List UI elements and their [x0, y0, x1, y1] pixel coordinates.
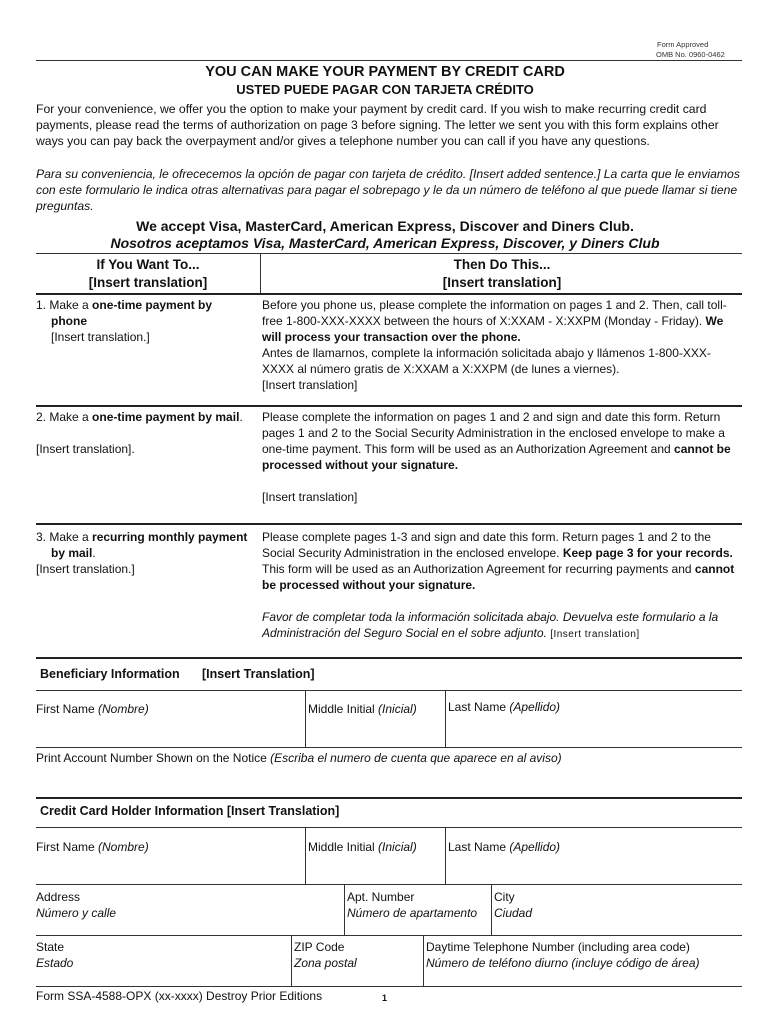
cardholder-rule [36, 827, 742, 828]
table-row-2-right [262, 409, 738, 473]
addr-divider-1 [344, 885, 345, 935]
accept-cards-en: We accept Visa, MasterCard, American Express, Discover and Diners Club. [136, 218, 634, 234]
account-rule [36, 797, 742, 799]
ch-last-label: Last Name [448, 840, 510, 854]
table-row-1-right [262, 297, 738, 393]
row3-right-spanish-block [262, 609, 738, 643]
table-top-rule [36, 253, 742, 254]
table-row-1-left [36, 297, 258, 345]
account-number-label[interactable] [36, 750, 562, 766]
bene-last-label-es: (Apellido) [509, 700, 561, 714]
col1-head: If You Want To... [96, 257, 200, 272]
accept-cards-es: Nosotros aceptamos Visa, MasterCard, American Express, Discover, y Diners Club [110, 235, 660, 251]
apt-label-en: Apt. Number [347, 890, 415, 904]
form-footer: Form SSA-4588-OPX (xx-xxxx) Destroy Prior Editions [36, 989, 323, 1003]
row3-right-bold: Keep page 3 for your records. [562, 546, 733, 560]
address-label-en: Address [36, 890, 81, 904]
ch-first-label: First Name [36, 840, 99, 854]
addr-rule [36, 935, 742, 936]
row1-bottom-rule [36, 405, 742, 407]
row1-right-spanish: Antes de llamarnos, complete la información solicitada abajo y llámenos 1-800-XXX-XXXX al número gratis de X:XXAM a X:XXPM (de lunes a viernes). [262, 346, 711, 376]
beneficiary-middle-initial-label[interactable] [308, 701, 417, 717]
address-label-es: Número y calle [36, 906, 117, 920]
cardholder-middle-initial-label[interactable] [308, 839, 417, 855]
row3-left-pre: 3. Make a [36, 530, 93, 544]
row1-left-trans: [Insert translation.] [51, 330, 150, 344]
row3-right-text2: This form will be used as an Authorization Agreement for recurring payments and [262, 562, 695, 576]
beneficiary-last-name-label[interactable] [448, 699, 560, 715]
beneficiary-rule [36, 690, 742, 691]
zip-code-label[interactable] [294, 939, 357, 971]
state-label-en: State [36, 940, 65, 954]
table-row-3-right [262, 529, 738, 593]
bene-divider-2 [445, 691, 446, 747]
state-rule [36, 986, 742, 987]
table-bottom-rule [36, 657, 742, 659]
row1-right-text: Before you phone us, please complete the information on pages 1 and 2. Then, call toll-free 1-800-XXX-XXXX between the hours of X:XXAM - X:XXPM (Monday - Friday). [262, 298, 727, 328]
row3-left-bold: recurring monthly payment [92, 530, 248, 544]
apt-label-es: Número de apartamento [347, 906, 478, 920]
page-number: 1 [382, 993, 388, 1003]
zip-label-es: Zona postal [294, 956, 357, 970]
row2-left-trans: [Insert translation]. [36, 442, 135, 456]
ch-divider-1 [305, 828, 306, 884]
beneficiary-heading-trans: [Insert Translation] [202, 667, 315, 681]
row2-right-text: Please complete the information on pages 1 and 2 and sign and date this form. Return pages 1 and 2 to the Social Security Administration in the enclosed envelope to make a one-time payment. This form will be used as an Authorization Agreement and [262, 410, 725, 456]
cardholder-last-name-label[interactable] [448, 839, 560, 855]
state-divider-2 [423, 936, 424, 986]
row1-left-bold: one-time payment by [92, 298, 213, 312]
bene-first-label-es: (Nombre) [98, 702, 149, 716]
table-row-3-left [36, 529, 264, 577]
row1-left-bold2: phone [51, 314, 87, 328]
row3-right-spanish: Favor de completar toda la información solicitada abajo. Devuelva este formulario a la Administración del Seguro Social en el sobre adjunto. [262, 610, 719, 640]
beneficiary-first-name-label[interactable] [36, 701, 149, 717]
apt-number-label[interactable] [347, 889, 477, 921]
cardholder-heading: Credit Card Holder Information [Insert Translation] [40, 804, 340, 818]
beneficiary-heading: Beneficiary Information [40, 667, 180, 681]
account-label: Print Account Number Shown on the Notice [36, 751, 271, 765]
page-subtitle: USTED PUEDE PAGAR CON TARJETA CRÉDITO [236, 82, 534, 97]
zip-label-en: ZIP Code [294, 940, 345, 954]
state-label[interactable] [36, 939, 73, 971]
bene-middle-label-es: (Inicial) [378, 702, 417, 716]
addr-divider-2 [491, 885, 492, 935]
ch-last-label-es: (Apellido) [509, 840, 561, 854]
ch-middle-label-es: (Inicial) [378, 840, 417, 854]
bene-divider-1 [305, 691, 306, 747]
ch-name-rule [36, 884, 742, 885]
ch-middle-label: Middle Initial [308, 840, 379, 854]
phone-label-es: Número de teléfono diurno (incluye código de área) [426, 956, 700, 970]
col2-head: Then Do This... [453, 257, 551, 272]
row1-right-bold: We will process your transaction over the phone. [262, 314, 724, 344]
intro-spanish: Para su conveniencia, le ofrececemos la opción de pagar con tarjeta de crédito. [Insert added sentence.] La carta que le enviamos con este formulario le indica otras alternativas para pagar el sobrepago y le da un número de teléfono al que puede llamar si tiene preguntas. [36, 167, 740, 213]
col2-sub: [Insert translation] [442, 275, 562, 290]
bene-name-rule [36, 747, 742, 748]
city-label-es: Ciudad [494, 906, 533, 920]
intro-english: For your convenience, we offer you the option to make your payment by credit card. If you wish to make recurring credit card payments, please read the terms of authorization on page 3 before signing. The letter we sent you with this form explains other ways you can pay back the overpayment and/or gives a telephone number you can call if you have any questions. [36, 102, 719, 148]
table-head-divider [260, 253, 261, 295]
row2-left-post: . [239, 410, 243, 424]
row2-right-bold: cannot be processed without your signature. [262, 442, 731, 472]
row2-left-pre: 2. Make a [36, 410, 93, 424]
row3-left-post: . [92, 546, 96, 560]
row3-left-bold2: by mail [51, 546, 93, 560]
address-label[interactable] [36, 889, 116, 921]
col1-sub: [Insert translation] [88, 275, 208, 290]
row2-left-bold: one-time payment by mail [92, 410, 240, 424]
top-rule [36, 60, 742, 61]
account-label-es: (Escriba el numero de cuenta que aparece en al aviso) [270, 751, 562, 765]
state-label-es: Estado [36, 956, 74, 970]
phone-label[interactable] [426, 939, 700, 971]
city-label-en: City [494, 890, 515, 904]
row3-right-bold2: cannot be processed without your signature. [262, 562, 735, 592]
omb-number: OMB No. 0960-0462 [656, 50, 725, 59]
table-head-rule [36, 293, 742, 295]
row2-right-trans: [Insert translation] [262, 490, 358, 504]
row3-left-trans: [Insert translation.] [36, 562, 135, 576]
bene-middle-label: Middle Initial [308, 702, 379, 716]
row3-right-text: Please complete pages 1-3 and sign and date this form. Return pages 1 and 2 to the Social Security Administration in the enclosed envelope. [262, 530, 711, 560]
phone-label-en: Daytime Telephone Number (including area code) [426, 940, 690, 954]
state-divider-1 [291, 936, 292, 986]
bene-first-label: First Name [36, 702, 99, 716]
ch-divider-2 [445, 828, 446, 884]
row2-bottom-rule [36, 523, 742, 525]
row1-left-pre: 1. Make a [36, 298, 93, 312]
city-label[interactable] [494, 889, 532, 921]
row3-right-trans: [Insert translation] [550, 629, 640, 640]
ch-first-label-es: (Nombre) [98, 840, 149, 854]
table-row-2-left [36, 409, 260, 457]
row1-right-trans: [Insert translation] [262, 378, 358, 392]
page-title: YOU CAN MAKE YOUR PAYMENT BY CREDIT CARD [205, 64, 565, 80]
cardholder-first-name-label[interactable] [36, 839, 149, 855]
form-approved: Form Approved [657, 40, 709, 49]
bene-last-label: Last Name [448, 700, 510, 714]
